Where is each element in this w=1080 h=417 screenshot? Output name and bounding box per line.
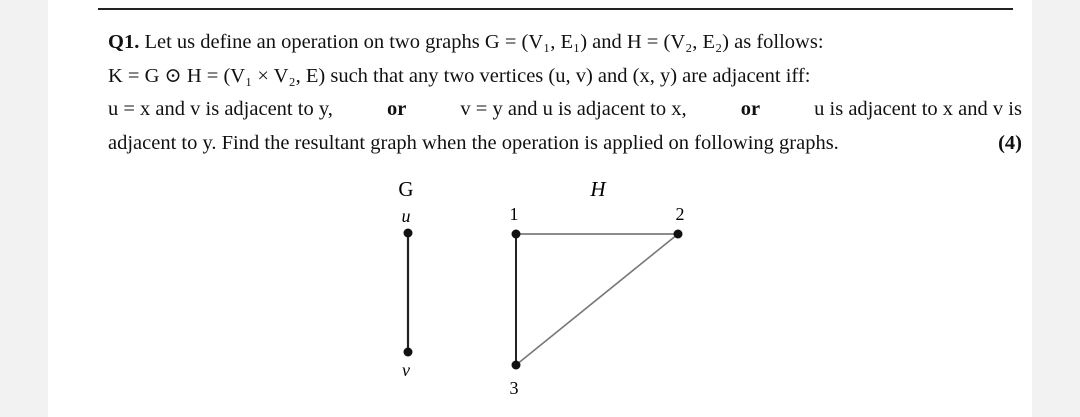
edge-2-3: [516, 234, 678, 365]
vertex-label-u: u: [401, 206, 411, 226]
vertex-label-3: 3: [509, 378, 519, 398]
graph-g-title: G: [398, 177, 414, 201]
question-text-line-3a: u = x and v is adjacent to y,: [108, 98, 333, 120]
vertex-v: [404, 348, 413, 357]
vertex-3: [512, 361, 521, 370]
marks-label: (4): [998, 131, 1022, 154]
vertex-label-2: 2: [675, 204, 685, 224]
or-keyword-2: or: [740, 98, 761, 120]
question-text-line-3c: u is adjacent to x and v is: [814, 98, 1022, 120]
vertex-1: [512, 230, 521, 239]
vertex-label-1: 1: [509, 204, 519, 224]
question-number: Q1.: [108, 31, 140, 53]
vertex-2: [674, 230, 683, 239]
vertex-label-v: v: [402, 360, 410, 380]
question-text-line-4: adjacent to y. Find the resultant graph when the operation is applied on following graphs.: [108, 131, 839, 154]
question-text-line-2: K = G ⊙ H = (V₁ × V₂, E) such that any two vertices (u, v) and (x, y) are adjacent iff:: [108, 64, 811, 87]
document-page: [48, 0, 1032, 417]
graph-h-title: H: [590, 177, 606, 201]
graphs-figure: [48, 0, 1032, 417]
or-keyword-1: or: [386, 98, 407, 120]
vertex-u: [404, 229, 413, 238]
question-text-line-1: Let us define an operation on two graphs G = (V₁, E₁) and H = (V₂, E₂) as follows:: [144, 31, 824, 53]
question-text-line-3b: v = y and u is adjacent to x,: [460, 98, 687, 120]
